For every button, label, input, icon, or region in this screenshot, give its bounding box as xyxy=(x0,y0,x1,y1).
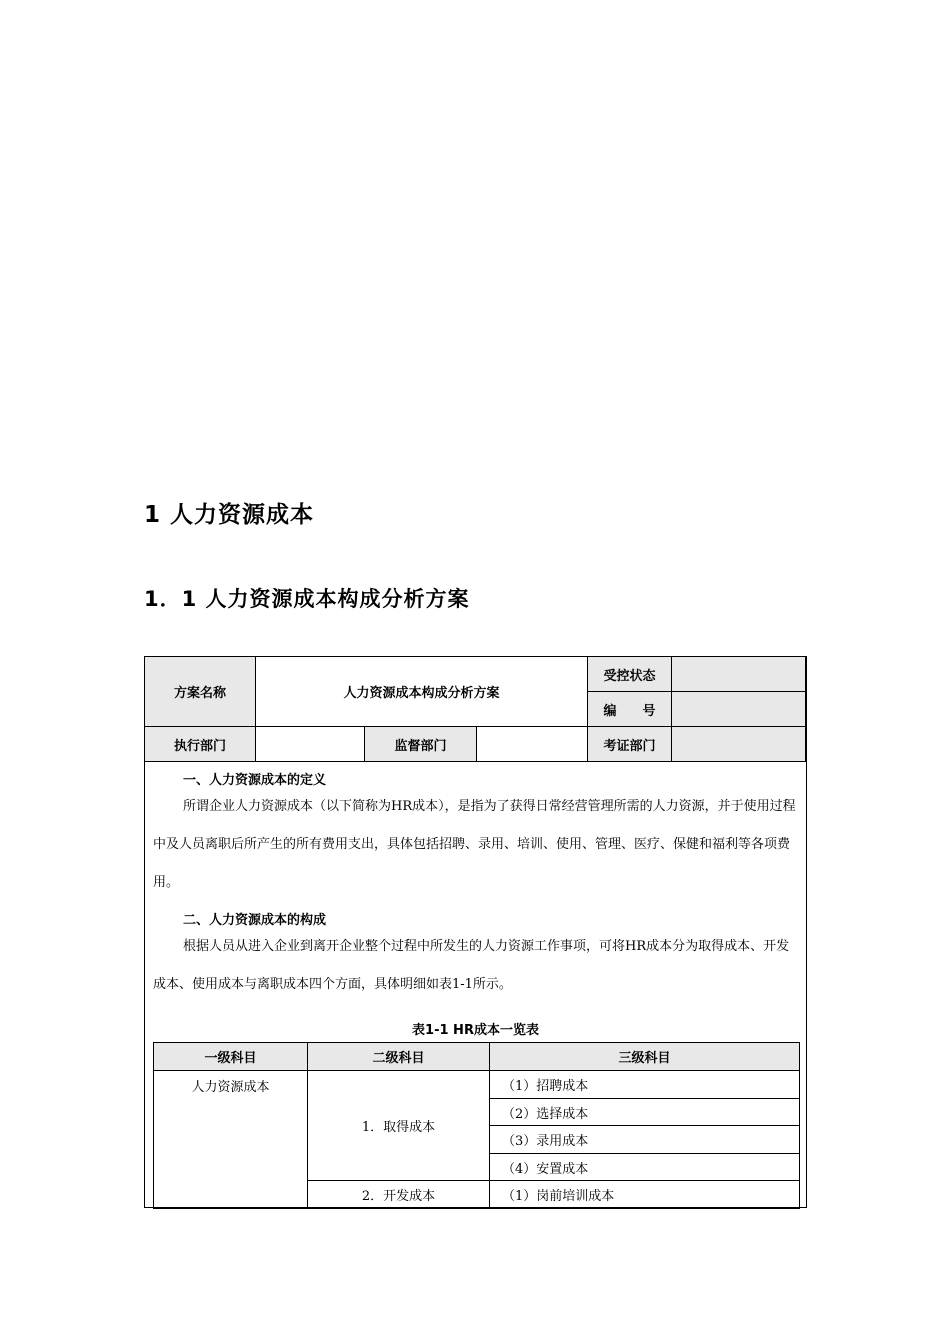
plan-name-label: 方案名称 xyxy=(145,657,256,727)
heading-2: 1．1 人力资源成本构成分析方案 xyxy=(144,587,470,611)
table-row: （4）安置成本 xyxy=(490,1154,800,1181)
control-status-value xyxy=(672,657,806,692)
table-row: （1）招聘成本 xyxy=(490,1071,800,1099)
col-header-level3: 三级科目 xyxy=(490,1043,800,1071)
table-row: （1）岗前培训成本 xyxy=(490,1181,800,1209)
table-row: （3）录用成本 xyxy=(490,1126,800,1154)
heading-1: 1 人力资源成本 xyxy=(144,502,315,528)
section1-text: 所谓企业人力资源成本（以下简称为HR成本），是指为了获得日常经营管理所需的人力资源，并于使用过程中及人员离职后所产生的所有费用支出，具体包括招聘、录用、培训、使用、管理、医疗、保健和福利等各项费用。 xyxy=(153,799,796,890)
exec-dept-label: 执行部门 xyxy=(145,727,256,762)
acquire-cost-cell: 1．取得成本 xyxy=(308,1071,490,1181)
table-row: （2）选择成本 xyxy=(490,1099,800,1126)
plan-name-value: 人力资源成本构成分析方案 xyxy=(256,657,588,727)
verify-dept-value xyxy=(672,727,806,762)
supervise-dept-value xyxy=(477,727,588,762)
plan-body xyxy=(145,762,806,1207)
col-header-level2: 二级科目 xyxy=(308,1043,490,1071)
level1-cell: 人力资源成本 xyxy=(154,1071,308,1209)
table-caption: 表1-1 HR成本一览表 xyxy=(412,1023,539,1038)
verify-dept-label: 考证部门 xyxy=(588,727,672,762)
section2-text: 根据人员从进入企业到离开企业整个过程中所发生的人力资源工作事项，可将HR成本分为取得成本、开发成本、使用成本与离职成本四个方面，具体明细如表1-1所示。 xyxy=(153,939,790,992)
section1-title: 一、人力资源成本的定义 xyxy=(183,773,327,788)
col-header-level1: 一级科目 xyxy=(154,1043,308,1071)
control-status-label: 受控状态 xyxy=(588,657,672,692)
number-value xyxy=(672,692,806,727)
section2-title: 二、人力资源成本的构成 xyxy=(183,913,327,928)
develop-cost-cell: 2．开发成本 xyxy=(308,1181,490,1209)
plan-table xyxy=(144,656,807,1208)
cost-table xyxy=(153,1042,800,1209)
supervise-dept-label: 监督部门 xyxy=(365,727,477,762)
exec-dept-value xyxy=(256,727,365,762)
number-label: 编 号 xyxy=(588,692,672,727)
